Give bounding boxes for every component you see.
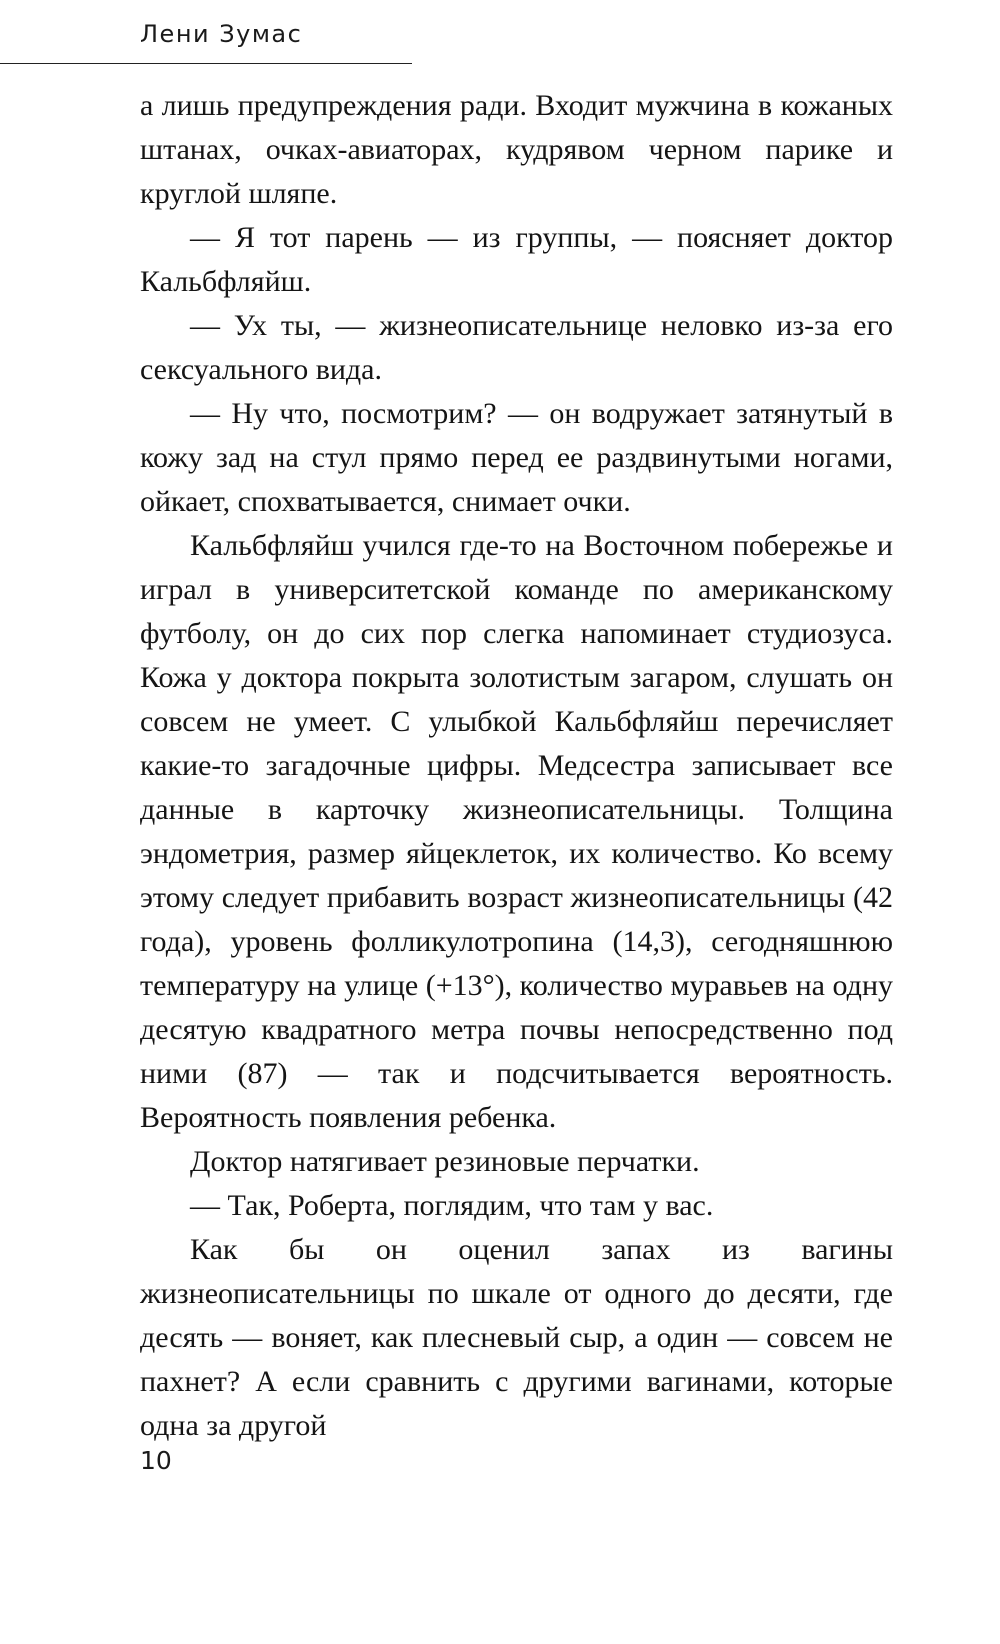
paragraph: Как бы он оценил запах из вагины жизнеописательницы по шкале от одного до десяти, где десять — воняет, как плесневый сыр, а один — совсем не пахнет? А если сравнить с другими вагинами, которые одна за другой [140, 1233, 893, 1442]
paragraph-continuation: а лишь предупреждения ради. Входит мужчина в кожаных штанах, очках-авиаторах, кудрявом черном парике и круглой шляпе. [140, 89, 893, 210]
paragraph-dialogue: — Так, Роберта, поглядим, что там у вас. [190, 1189, 714, 1222]
paragraph-dialogue: — Ух ты, — жизнеописательнице неловко из-за его сексуального вида. [140, 309, 893, 386]
paragraph: Доктор натягивает резиновые перчатки. [190, 1145, 700, 1178]
page-number: 10 [140, 1446, 172, 1475]
header-rule [0, 63, 412, 64]
body-text [140, 84, 893, 1448]
paragraph-dialogue: — Я тот парень — из группы, — поясняет доктор Кальбфляйш. [140, 221, 893, 298]
running-head-author: Лени Зумас [140, 20, 303, 48]
paragraph: Кальбфляйш учился где-то на Восточном побережье и играл в университетской команде по американскому футболу, он до сих пор слегка напоминает студиозуса. Кожа у доктора покрыта золотистым загаром, слушать он совсем не умеет. С улыбкой Кальбфляйш перечисляет какие-то загадочные цифры. Медсестра записывает все данные в карточку жизнеописательницы. Толщина эндометрия, размер яйцеклеток, их количество. Ко всему этому следует прибавить возраст жизнеописательницы (42 года), уровень фолликулотропина (14,3), сегодняшнюю температуру на улице (+13°), количество муравьев на одну десятую квадратного метра почвы непосредственно под ними (87) — так и подсчитывается вероятность. Вероятность появления ребенка. [140, 529, 893, 1134]
paragraph-dialogue: — Ну что, посмотрим? — он водружает затянутый в кожу зад на стул прямо перед ее раздвинутыми ногами, ойкает, спохватывается, снимает очки. [140, 397, 893, 518]
